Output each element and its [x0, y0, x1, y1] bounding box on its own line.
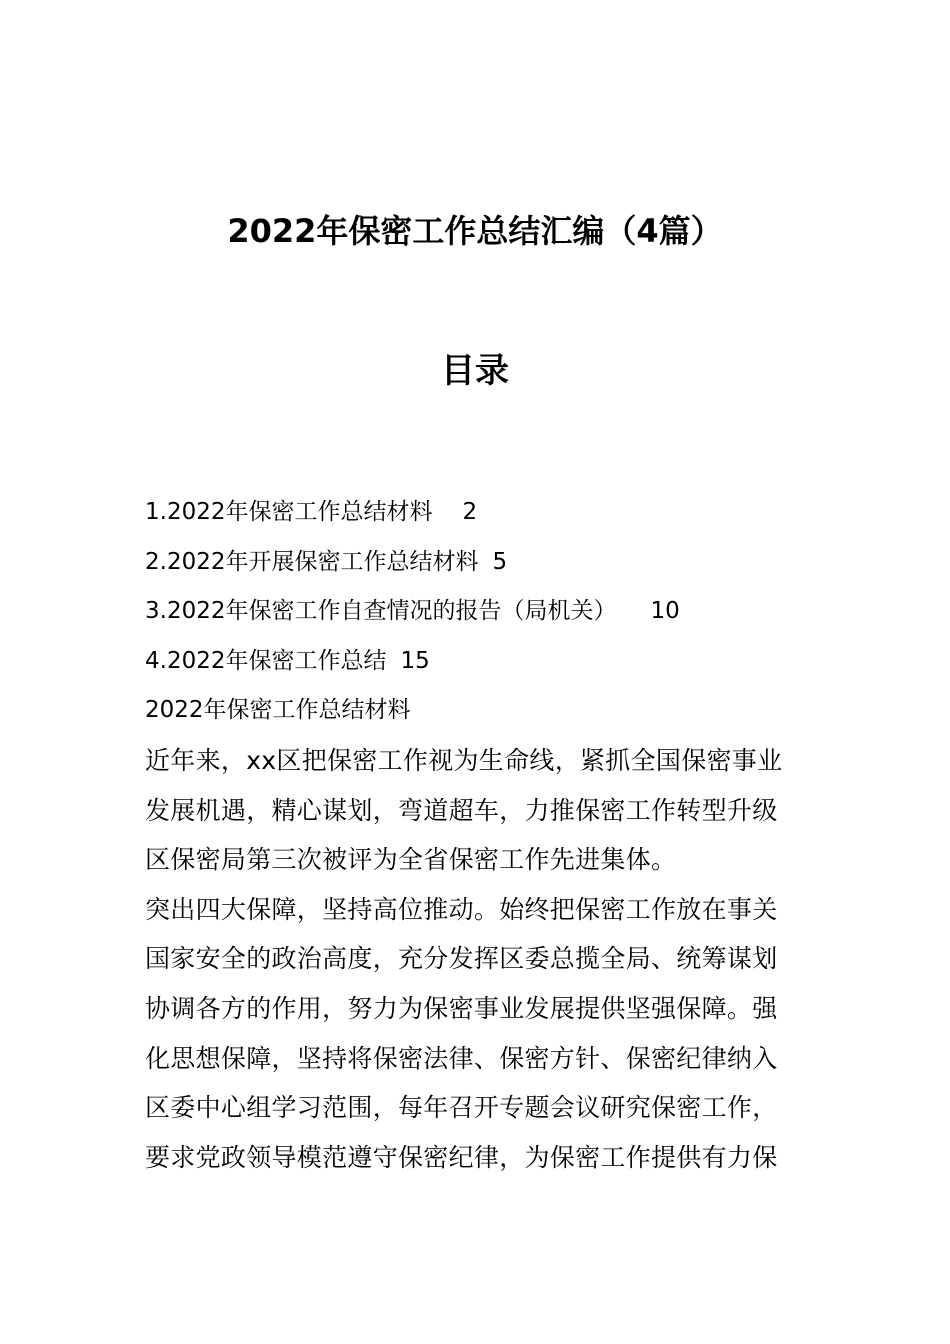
toc-item[interactable] — [145, 637, 825, 687]
toc-item-page: 5 — [492, 548, 508, 575]
body-line: 近年来，xx区把保密工作视为生命线，紧抓全国保密事业 — [145, 745, 783, 775]
toc-item-label: 4.2022年保密工作总结 — [145, 647, 387, 674]
toc-item-label: 3.2022年保密工作自查情况的报告（局机关） — [145, 598, 617, 625]
body-line: 协调各方的作用，努力为保密事业发展提供坚强保障。强 — [145, 993, 778, 1023]
toc-item-page: 10 — [650, 598, 680, 625]
toc-item-page: 2 — [462, 499, 478, 525]
toc-item-label: 2.2022年开展保密工作总结材料 — [145, 548, 479, 575]
body-line: 国家安全的政治高度，充分发挥区委总揽全局、统筹谋划 — [145, 944, 778, 974]
toc-item[interactable] — [145, 587, 825, 637]
toc-item-page: 15 — [400, 647, 430, 674]
section-title: 2022年保密工作总结材料 — [145, 697, 411, 724]
document-content — [145, 488, 825, 1182]
body-line: 化思想保障，坚持将保密法律、保密方针、保密纪律纳入 — [145, 1043, 778, 1073]
document-title: 2022年保密工作总结汇编（4篇） — [227, 212, 723, 250]
toc-heading: 目录 — [441, 351, 509, 391]
body-line: 发展机遇，精心谋划，弯道超车，力推保密工作转型升级 — [145, 795, 778, 825]
body-line: 区保密局第三次被评为全省保密工作先进集体。 — [145, 845, 677, 875]
toc-item[interactable] — [145, 488, 825, 538]
body-line: 突出四大保障，坚持高位推动。始终把保密工作放在事关 — [145, 894, 778, 924]
body-line: 要求党政领导模范遵守保密纪律，为保密工作提供有力保 — [145, 1142, 778, 1172]
toc-item[interactable] — [145, 538, 825, 588]
toc-item-label: 1.2022年保密工作总结材料 — [145, 499, 433, 525]
body-line: 区委中心组学习范围，每年召开专题会议研究保密工作， — [145, 1093, 778, 1123]
